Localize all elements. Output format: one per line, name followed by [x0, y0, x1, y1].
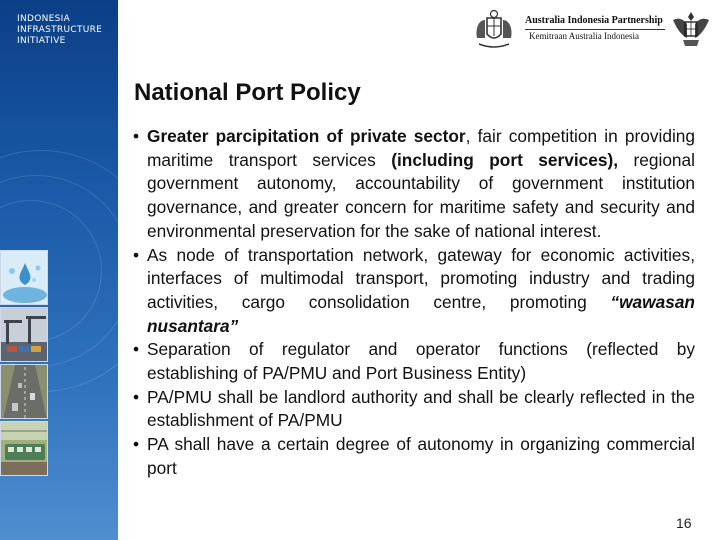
bullet-list — [133, 125, 695, 481]
port-cranes-photo — [0, 307, 48, 362]
page-title: National Port Policy — [134, 79, 361, 106]
partnership-divider — [525, 29, 665, 30]
bullet-item — [133, 338, 695, 385]
bullet-text-segment: (including port services), — [391, 149, 619, 170]
partnership-title: Australia Indonesia Partnership — [525, 15, 663, 26]
organization-title-line: INDONESIA — [17, 14, 71, 24]
garuda-emblem-icon — [671, 8, 711, 52]
bullet-text-segment: PA/PMU shall be landlord authority and shall be clearly reflected in the establishment of PA/PMU — [147, 386, 695, 431]
page-number: 16 — [676, 515, 692, 531]
sidebar-panel — [0, 0, 118, 540]
partnership-subtitle: Kemitraan Australia Indonesia — [529, 31, 639, 41]
bullet-dot-icon: • — [133, 339, 140, 360]
bullet-item — [133, 244, 695, 339]
bullet-dot-icon: • — [133, 244, 140, 265]
bullet-dot-icon: • — [133, 126, 140, 146]
australia-coat-of-arms-icon — [469, 8, 519, 52]
bullet-text-segment: As node of transportation network, gateway for economic activities, interfaces of multimodal transport, promoting industry and trading activities, cargo consolidation centre, promoting — [147, 244, 695, 312]
bullet-text-segment: PA shall have a certain degree of autonomy in organizing commercial port — [147, 434, 695, 478]
bullet-text-segment: “wawasan nusantara” — [147, 291, 695, 336]
organization-title — [17, 14, 102, 47]
bullet-text-segment: Greater parcipitation of private sector — [147, 126, 466, 146]
bullet-text-segment: , fair competition in providing maritime transport services — [147, 126, 696, 170]
train-photo — [0, 421, 48, 476]
bullet-item — [133, 433, 695, 480]
highway-traffic-photo — [0, 364, 48, 419]
bullet-text-segment: Separation of regulator and operator functions (reflected by establishing of PA/PMU and Port Business Entity) — [147, 339, 695, 384]
organization-title-line: INITIATIVE — [17, 36, 66, 46]
bullet-dot-icon: • — [133, 434, 140, 455]
bullet-item — [133, 386, 695, 433]
bullet-dot-icon: • — [133, 386, 140, 407]
organization-title-line: INFRASTRUCTURE — [17, 25, 103, 35]
bullet-item — [133, 125, 695, 244]
bullet-text-segment: regional government autonomy, accountability of government institution governance, and greater concern for maritime safety and security and environmental preservation for the sake of national interest. — [147, 149, 695, 241]
water-splash-photo — [0, 250, 48, 305]
partnership-logo-bar — [465, 8, 715, 54]
